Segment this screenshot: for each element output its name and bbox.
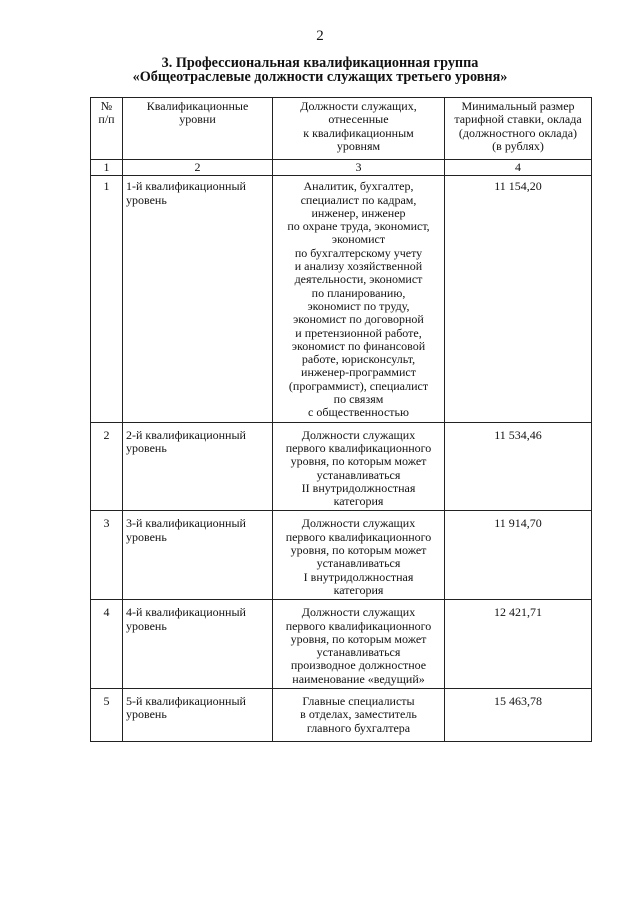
positions-cell: Аналитик, бухгалтер, специалист по кадрам, инженер, инженер по охране труда, экономист, экономист по бухгалтерскому учету и анализу хозяйственной деятельности, экономист по планированию, экономист по труду, экономист по договорной и претензионной работе, экономист по финансовой работе, юрисконсульт, инженер-программист (программист), специалист по связям с общественностью <box>273 176 445 422</box>
row-number: 1 <box>91 176 123 422</box>
column-index: 3 <box>273 160 445 176</box>
qualification-level: 2-й квалификационный уровень <box>123 422 273 511</box>
row-number: 2 <box>91 422 123 511</box>
positions-cell: Должности служащих первого квалификационного уровня, по которым может устанавливаться II внутридолжностная категория <box>273 422 445 511</box>
column-index-row <box>91 160 592 176</box>
qualification-level: 5-й квалификационный уровень <box>123 688 273 741</box>
qualification-table <box>90 97 592 742</box>
salary-value: 15 463,78 <box>445 688 592 741</box>
header-positions: Должности служащих, отнесенные к квалификационным уровням <box>273 98 445 160</box>
salary-value: 11 534,46 <box>445 422 592 511</box>
column-index: 1 <box>91 160 123 176</box>
header-number: № п/п <box>91 98 123 160</box>
positions-cell: Главные специалисты в отделах, заместитель главного бухгалтера <box>273 688 445 741</box>
section-title <box>0 56 640 84</box>
header-minimum-salary: Минимальный размер тарифной ставки, оклада (должностного оклада) (в рублях) <box>445 98 592 160</box>
section-title-line-1: 3. Профессиональная квалификационная группа <box>161 55 479 71</box>
table-row <box>91 600 592 689</box>
salary-value: 11 154,20 <box>445 176 592 422</box>
qualification-level: 1-й квалификационный уровень <box>123 176 273 422</box>
table-row <box>91 688 592 741</box>
row-number: 4 <box>91 600 123 689</box>
column-index: 4 <box>445 160 592 176</box>
column-index: 2 <box>123 160 273 176</box>
table-row <box>91 422 592 511</box>
qualification-level: 4-й квалификационный уровень <box>123 600 273 689</box>
table-row <box>91 176 592 422</box>
positions-cell: Должности служащих первого квалификационного уровня, по которым может устанавливаться производное должностное наименование «ведущий» <box>273 600 445 689</box>
row-number: 3 <box>91 511 123 600</box>
section-title-line-2: «Общеотраслевые должности служащих третьего уровня» <box>132 69 508 85</box>
row-number: 5 <box>91 688 123 741</box>
positions-cell: Должности служащих первого квалификационного уровня, по которым может устанавливаться I внутридолжностная категория <box>273 511 445 600</box>
table-row <box>91 511 592 600</box>
qualification-level: 3-й квалификационный уровень <box>123 511 273 600</box>
salary-value: 11 914,70 <box>445 511 592 600</box>
page-number: 2 <box>316 28 324 44</box>
header-qualification-levels: Квалификационные уровни <box>123 98 273 160</box>
salary-value: 12 421,71 <box>445 600 592 689</box>
table-header-row <box>91 98 592 160</box>
